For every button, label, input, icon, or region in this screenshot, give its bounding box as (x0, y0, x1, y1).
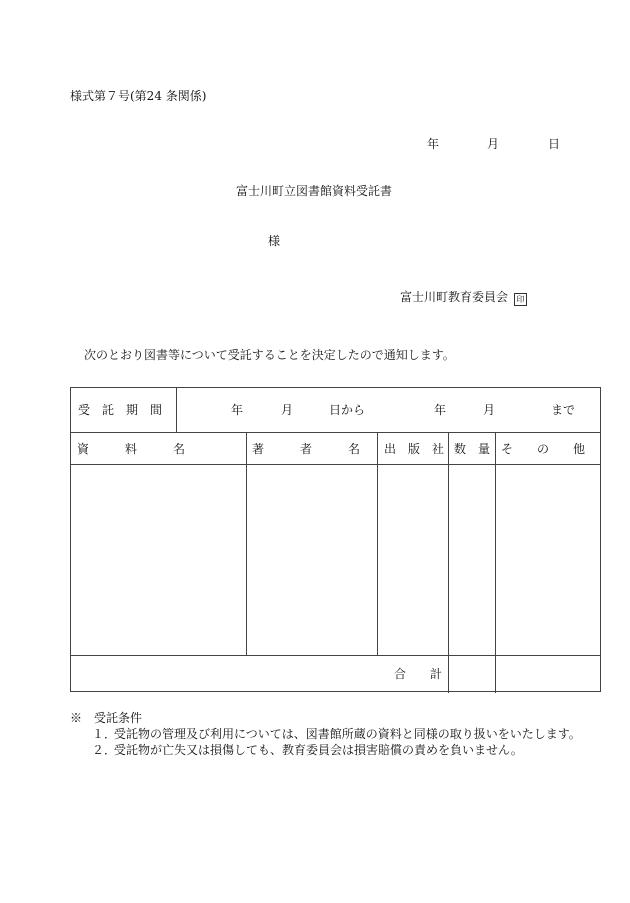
period-from-day: 日から (329, 403, 366, 417)
issuer-line (400, 291, 527, 306)
total-other-cell[interactable] (496, 656, 601, 692)
conditions-heading: ※ 受託条件 (70, 711, 143, 725)
intro-text: 次のとおり図書等について受託することを決定したので通知します。 (84, 348, 455, 362)
period-to-month: 月 (483, 403, 496, 417)
other-entry-area[interactable] (496, 465, 601, 655)
condition-text: 受託物の管理及び利用については、図書館所蔵の資料と同様の取り扱いをいたします。 (114, 727, 581, 741)
addressee-suffix: 様 (268, 234, 281, 248)
header-quantity: 数 量 (454, 442, 491, 456)
period-from-month: 月 (281, 403, 294, 417)
quantity-entry-area[interactable] (449, 465, 495, 655)
consignment-table (70, 387, 601, 692)
period-to-year: 年 (434, 403, 447, 417)
form-number: 様式第７号(第24 条関係) (70, 89, 207, 103)
publisher-entry-area[interactable] (378, 465, 448, 655)
condition-item (70, 742, 594, 758)
header-other: そ の 他 (501, 442, 586, 456)
document-title: 富士川町立図書館資料受託書 (236, 184, 393, 198)
material-entry-area[interactable] (71, 465, 246, 655)
total-quantity-cell[interactable] (449, 656, 495, 692)
period-label: 受 託 期 間 (78, 403, 163, 417)
seal-stamp: 印 (514, 293, 527, 306)
header-author-name: 著 者 名 (252, 442, 361, 456)
issuer-name: 富士川町教育委員会 (400, 290, 509, 304)
period-from-year: 年 (231, 403, 244, 417)
total-label: 合 計 (394, 667, 443, 681)
date-day-label: 日 (548, 137, 561, 151)
header-material-name: 資 料 名 (77, 442, 186, 456)
header-publisher: 出 版 社 (384, 442, 445, 456)
consignment-conditions (70, 710, 594, 758)
period-to-until: まで (551, 403, 576, 417)
author-entry-area[interactable] (247, 465, 377, 655)
condition-number: １． (92, 727, 117, 741)
condition-item (70, 726, 594, 742)
condition-text: 受託物が亡失又は損傷しても、教育委員会は損害賠償の責めを負いません。 (114, 743, 523, 757)
date-year-label: 年 (427, 137, 440, 151)
date-month-label: 月 (487, 137, 500, 151)
condition-number: ２． (92, 743, 117, 757)
